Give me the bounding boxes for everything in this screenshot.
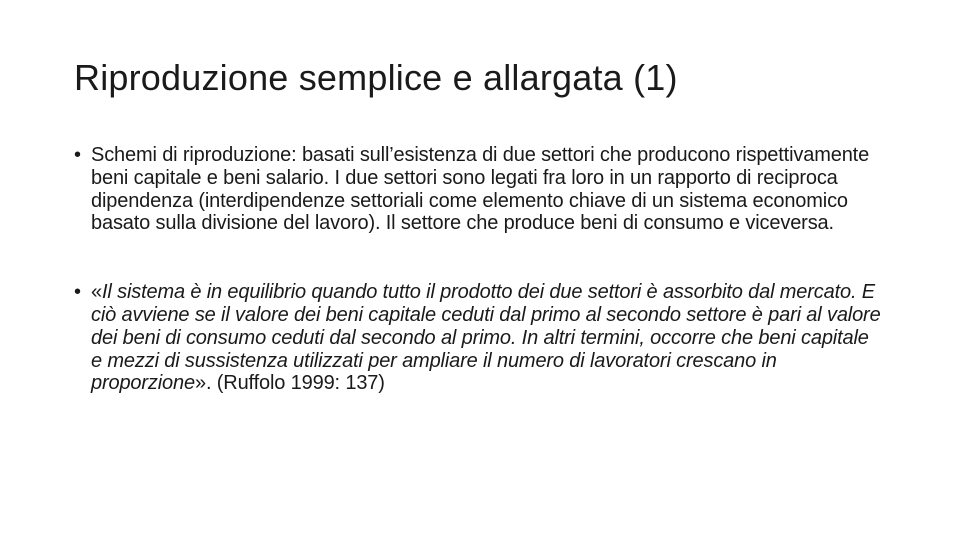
bullet-item-quotation	[74, 281, 882, 395]
slide-title: Riproduzione semplice e allargata (1)	[74, 57, 678, 98]
bullet-marker: •	[74, 144, 81, 166]
bullet-marker: •	[74, 281, 81, 304]
citation: . (Ruffolo 1999: 137)	[205, 372, 385, 395]
bullet-list	[74, 144, 882, 395]
open-quote: «	[91, 281, 102, 304]
close-quote: »	[194, 372, 206, 395]
bullet-item-reproduction-schemes	[74, 144, 882, 235]
quotation-text: Il sistema è in equilibrio quando tutto il prodotto dei due settori è assorbito dal mercato. E ciò avviene se il valore dei beni capitale ceduti dal primo al secondo settore è pari al valore dei beni di consumo ceduti dal secondo al primo. In altri termini, occorre che beni capitale e mezzi di sussistenza utilizzati per ampliare il numero di lavoratori crescano in proporzione	[91, 281, 881, 395]
bullet-text: Schemi di riproduzione: basati sull’esistenza di due settori che producono rispettivamente beni capitale e beni salario. I due settori sono legati fra loro in un rapporto di reciproca dipendenza (interdipendenze settoriali come elemento chiave di un sistema economico basato sulla divisione del lavoro). Il settore che produce beni di consumo e viceversa.	[91, 144, 870, 235]
